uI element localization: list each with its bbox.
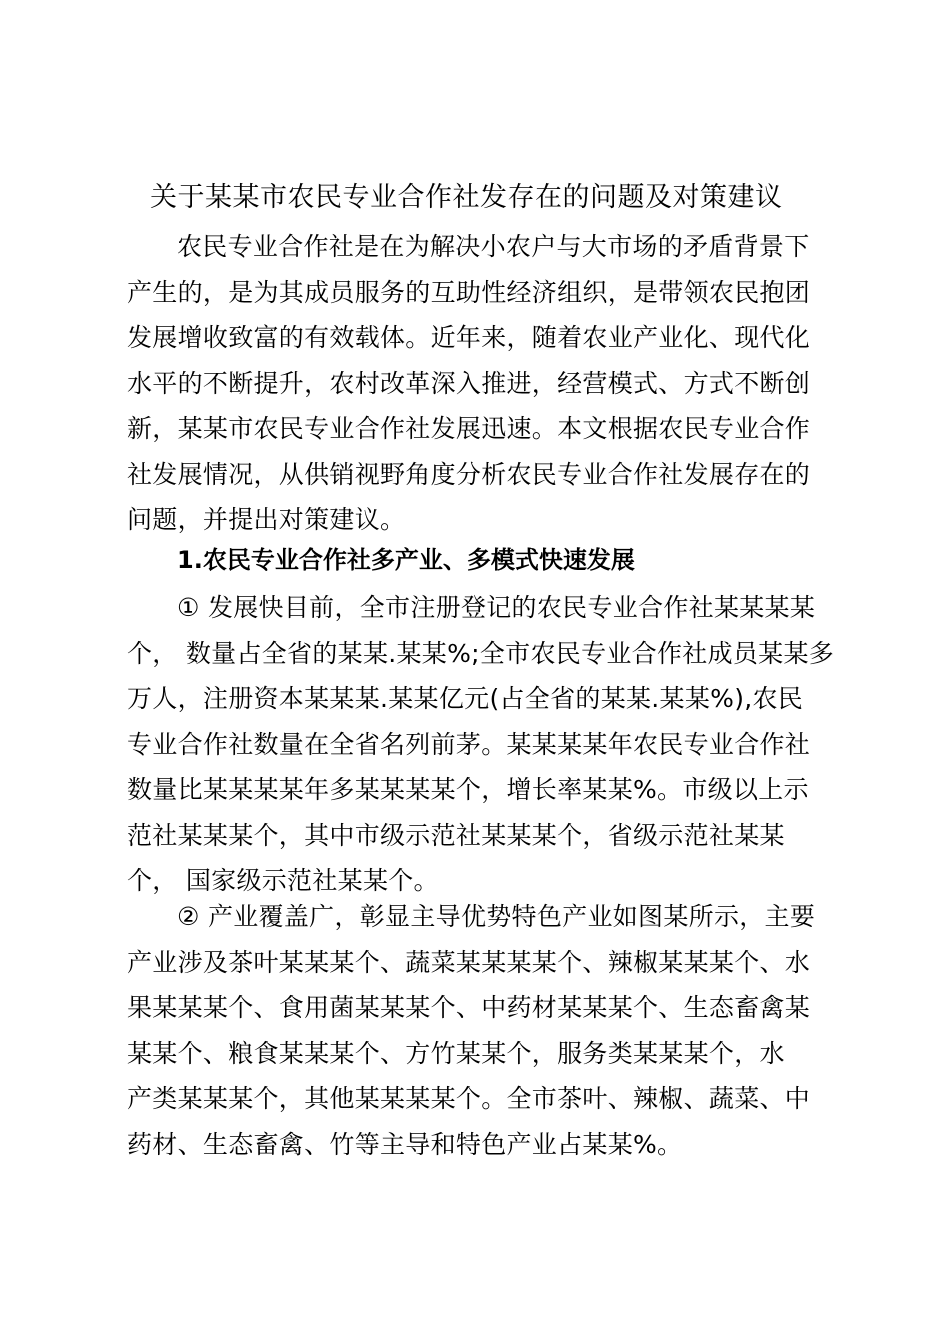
paragraph-line: 个， 数量占全省的某某.某某%;全市农民专业合作社成员某某多 <box>127 638 835 668</box>
paragraph-line: 农民专业合作社是在为解决小农户与大市场的矛盾背景下 <box>177 232 810 261</box>
paragraph-line: 产生的，是为其成员服务的互助性经济组织，是带领农民抱团 <box>127 277 811 307</box>
paragraph-line: 产业涉及茶叶某某某个、蔬菜某某某某个、辣椒某某某个、水 <box>127 947 811 977</box>
paragraph-line: 产类某某某个，其他某某某某个。全市茶叶、辣椒、蔬菜、中 <box>127 1084 811 1113</box>
document-title: 关于某某市农民专业合作社发存在的问题及对策建议 <box>150 182 783 213</box>
paragraph-line: 发展增收致富的有效载体。近年来，随着农业产业化、现代化 <box>127 323 811 352</box>
paragraph-line: 社发展情况，从供销视野角度分析农民专业合作社发展存在的 <box>127 459 811 489</box>
paragraph-line: ② 产业覆盖广，彰显主导优势特色产业如图某所示，主要 <box>177 902 816 931</box>
paragraph-line: ① 发展快目前，全市注册登记的农民专业合作社某某某某 <box>177 593 816 622</box>
paragraph-line: 数量比某某某某年多某某某某个，增长率某某%。市级以上示 <box>127 775 809 804</box>
paragraph-line: 问题，并提出对策建议。 <box>127 505 406 534</box>
paragraph-line: 某某个、粮食某某某个、方竹某某个，服务类某某某个，水 <box>127 1038 785 1068</box>
industry-paragraph <box>127 894 832 1167</box>
paragraph-line: 万人，注册资本某某某.某某亿元(占全省的某某.某某%),农民 <box>127 684 804 713</box>
paragraph-line: 果某某某个、食用菌某某某个、中药材某某某个、生态畜禽某 <box>127 993 811 1022</box>
development-paragraph <box>127 585 835 904</box>
paragraph-line: 范社某某某个，其中市级示范社某某某个，省级示范社某某 <box>127 820 785 850</box>
paragraph-line: 药材、生态畜禽、竹等主导和特色产业占某某%。 <box>127 1129 683 1159</box>
intro-paragraph <box>127 224 832 543</box>
section-heading: 1.农民专业合作社多产业、多模式快速发展 <box>177 546 635 574</box>
paragraph-line: 水平的不断提升，农村改革深入推进，经营模式、方式不断创 <box>127 368 811 398</box>
paragraph-line: 新，某某市农民专业合作社发展迅速。本文根据农民专业合作 <box>127 414 811 443</box>
paragraph-line: 专业合作社数量在全省名列前茅。某某某某年农民专业合作社 <box>127 729 811 759</box>
paragraph-line: 个， 国家级示范社某某个。 <box>127 866 439 895</box>
